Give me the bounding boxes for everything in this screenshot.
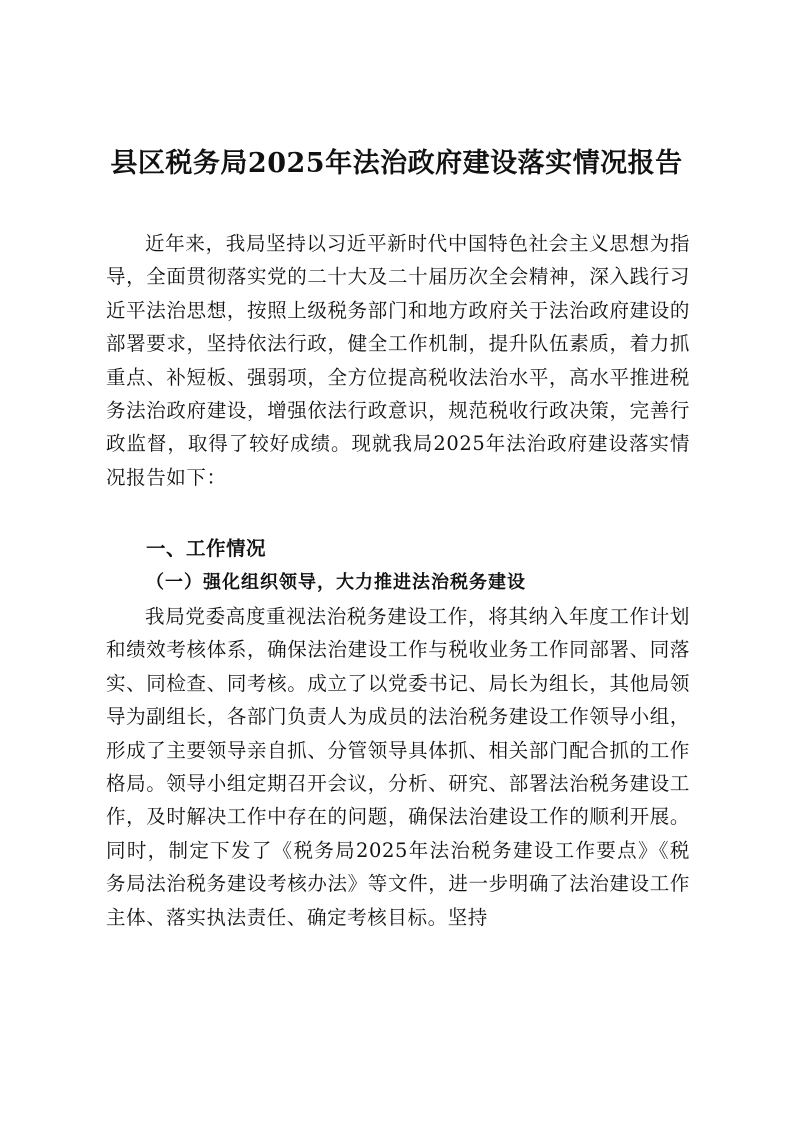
- subsection-paragraph-organization: 我局党委高度重视法治税务建设工作，将其纳入年度工作计划和绩效考核体系，确保法治建设工作与税收业务工作同部署、同落实、同检查、同考核。成立了以党委书记、局长为组长，其他局领导为副组长，各部门负责人为成员的法治税务建设工作领导小组，形成了主要领导亲自抓、分管领导具体抓、相关部门配合抓的工作格局。领导小组定期召开会议，分析、研究、部署法治税务建设工作，及时解决工作中存在的问题，确保法治建设工作的顺利开展。同时，制定下发了《税务局2025年法治税务建设工作要点》《税务局法治税务建设考核办法》等文件，进一步明确了法治建设工作主体、落实执法责任、确定考核目标。坚持: [106, 605, 690, 929]
- intro-paragraph: 近年来，我局坚持以习近平新时代中国特色社会主义思想为指导，全面贯彻落实党的二十大及二十届历次全会精神，深入践行习近平法治思想，按照上级税务部门和地方政府关于法治政府建设的部署要求，坚持依法行政，健全工作机制，提升队伍素质，着力抓重点、补短板、强弱项，全方位提高税收法治水平，高水平推进税务法治政府建设，增强依法行政意识，规范税收行政决策，完善行政监督，取得了较好成绩。现就我局2025年法治政府建设落实情况报告如下：: [106, 232, 690, 489]
- subsection-heading-organization: （一）强化组织领导，大力推进法治税务建设: [146, 572, 526, 593]
- document-title: 县区税务局2025年法治政府建设落实情况报告: [110, 148, 683, 179]
- section-heading-work-status: 一、工作情况: [146, 537, 267, 560]
